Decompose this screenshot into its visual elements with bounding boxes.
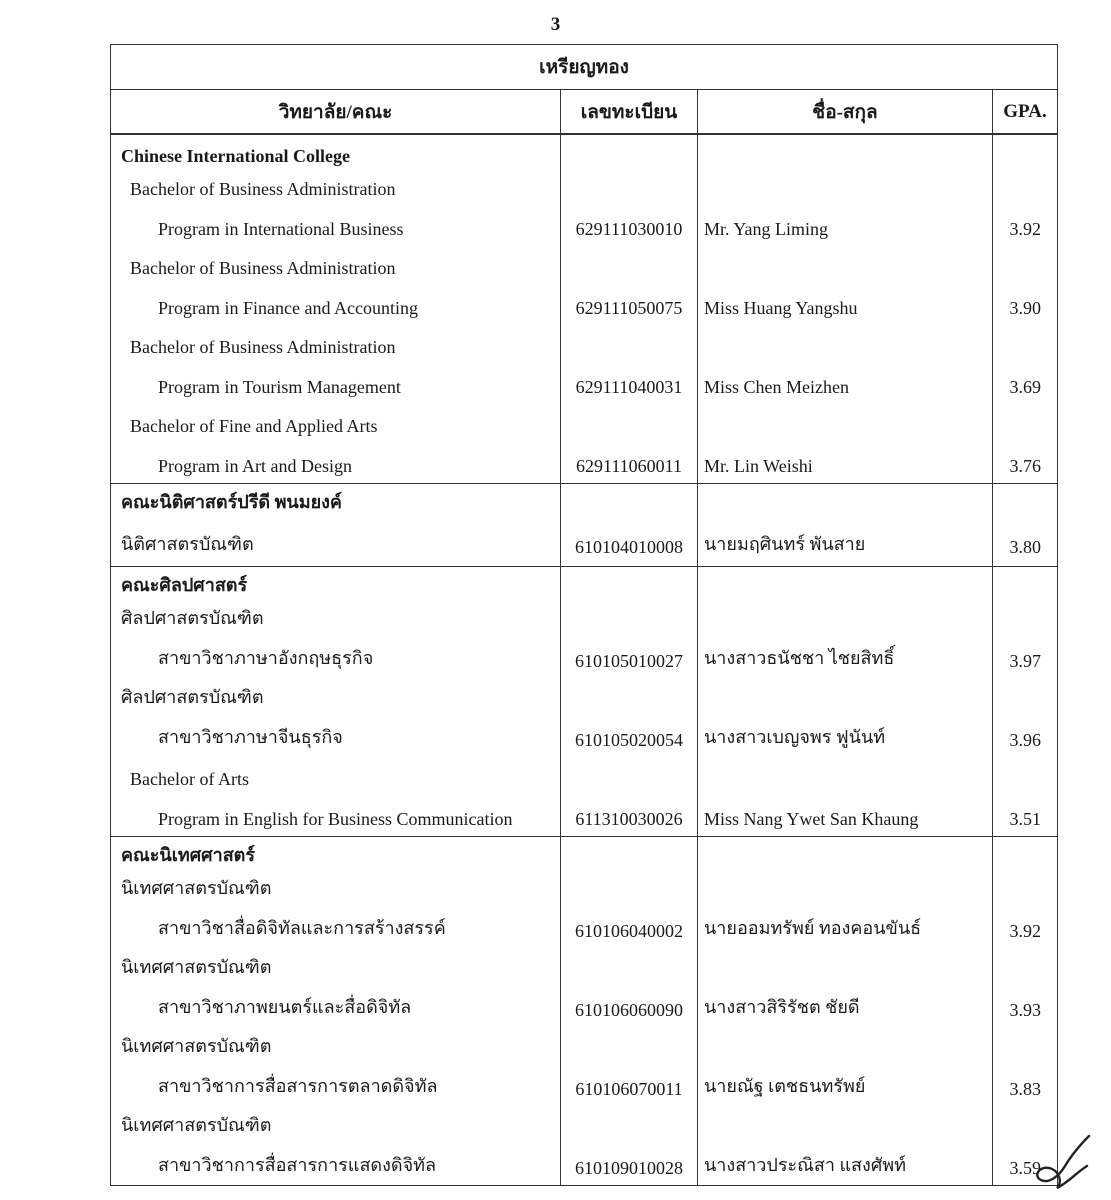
student-row: [111, 790, 1058, 837]
student-id: 610106060090: [561, 981, 698, 1027]
empty-cell: [993, 599, 1058, 632]
page-number: 3: [550, 14, 561, 35]
empty-cell: [698, 325, 993, 358]
empty-cell: [698, 757, 993, 790]
program-name: สาขาวิชาสื่อดิจิทัลและการสร้างสรรค์: [111, 902, 561, 948]
student-id: 610109010028: [561, 1139, 698, 1186]
empty-cell: [698, 167, 993, 200]
program-name: สาขาวิชาการสื่อสารการแสดงดิจิทัล: [111, 1139, 561, 1186]
student-row: [111, 200, 1058, 246]
empty-cell: [993, 678, 1058, 711]
empty-cell: [698, 484, 993, 517]
student-row: [111, 516, 1058, 567]
empty-cell: [993, 134, 1058, 167]
student-name: Miss Huang Yangshu: [698, 279, 993, 325]
degree-row: [111, 599, 1058, 632]
degree-row: [111, 948, 1058, 981]
empty-cell: [561, 869, 698, 902]
empty-cell: [698, 837, 993, 870]
empty-cell: [698, 246, 993, 279]
empty-cell: [993, 404, 1058, 437]
empty-cell: [561, 599, 698, 632]
degree-name: ศิลปศาสตรบัณฑิต: [111, 599, 561, 632]
degree-name: นิเทศศาสตรบัณฑิต: [111, 1106, 561, 1139]
degree-row: [111, 404, 1058, 437]
faculty-group: [111, 567, 1058, 837]
program-name: Program in English for Business Communication: [111, 790, 561, 837]
student-gpa: 3.83: [993, 1060, 1058, 1106]
student-name: Mr. Yang Liming: [698, 200, 993, 246]
program-name: สาขาวิชาการสื่อสารการตลาดดิจิทัล: [111, 1060, 561, 1106]
degree-row: [111, 1027, 1058, 1060]
header-college: วิทยาลัย/คณะ: [111, 90, 561, 135]
student-gpa: 3.93: [993, 981, 1058, 1027]
degree-name: Bachelor of Business Administration: [111, 325, 561, 358]
faculty-group: [111, 837, 1058, 1186]
degree-name: นิเทศศาสตรบัณฑิต: [111, 1027, 561, 1060]
student-row: [111, 358, 1058, 404]
empty-cell: [561, 484, 698, 517]
faculty-group: [111, 484, 1058, 567]
student-row: [111, 902, 1058, 948]
empty-cell: [993, 484, 1058, 517]
empty-cell: [561, 1106, 698, 1139]
student-id: 610104010008: [561, 516, 698, 567]
faculty-name: คณะนิเทศศาสตร์: [111, 837, 561, 870]
empty-cell: [561, 246, 698, 279]
empty-cell: [561, 757, 698, 790]
student-row: [111, 437, 1058, 484]
empty-cell: [698, 1106, 993, 1139]
student-gpa: 3.92: [993, 200, 1058, 246]
student-gpa: 3.76: [993, 437, 1058, 484]
student-name: Mr. Lin Weishi: [698, 437, 993, 484]
student-id: 610105010027: [561, 632, 698, 678]
empty-cell: [698, 869, 993, 902]
program-name: Program in Art and Design: [111, 437, 561, 484]
empty-cell: [698, 1027, 993, 1060]
empty-cell: [561, 134, 698, 167]
student-name: Miss Chen Meizhen: [698, 358, 993, 404]
empty-cell: [561, 837, 698, 870]
faculty-name: คณะศิลปศาสตร์: [111, 567, 561, 600]
student-row: [111, 711, 1058, 757]
table-title: เหรียญทอง: [111, 45, 1058, 90]
program-name: นิติศาสตรบัณฑิต: [111, 516, 561, 567]
student-gpa: 3.90: [993, 279, 1058, 325]
empty-cell: [561, 404, 698, 437]
student-gpa: 3.51: [993, 790, 1058, 837]
student-row: [111, 981, 1058, 1027]
student-id: 629111040031: [561, 358, 698, 404]
student-name: นางสาวสิริรัชต ชัยดี: [698, 981, 993, 1027]
empty-cell: [698, 567, 993, 600]
empty-cell: [993, 757, 1058, 790]
degree-name: นิเทศศาสตรบัณฑิต: [111, 948, 561, 981]
degree-name: Bachelor of Arts: [111, 757, 561, 790]
faculty-row: [111, 134, 1058, 167]
student-name: Miss Nang Ywet San Khaung: [698, 790, 993, 837]
empty-cell: [561, 948, 698, 981]
program-name: สาขาวิชาภาพยนตร์และสื่อดิจิทัล: [111, 981, 561, 1027]
degree-row: [111, 757, 1058, 790]
empty-cell: [561, 678, 698, 711]
degree-row: [111, 246, 1058, 279]
program-name: สาขาวิชาภาษาจีนธุรกิจ: [111, 711, 561, 757]
student-row: [111, 279, 1058, 325]
empty-cell: [993, 948, 1058, 981]
empty-cell: [698, 678, 993, 711]
student-id: 629111050075: [561, 279, 698, 325]
degree-row: [111, 1106, 1058, 1139]
degree-name: ศิลปศาสตรบัณฑิต: [111, 678, 561, 711]
student-gpa: 3.59: [993, 1139, 1058, 1186]
program-name: Program in Tourism Management: [111, 358, 561, 404]
student-name: นายมฤศินทร์ พันสาย: [698, 516, 993, 567]
degree-row: [111, 678, 1058, 711]
empty-cell: [993, 1027, 1058, 1060]
header-id: เลขทะเบียน: [561, 90, 698, 135]
student-name: นางสาวเบญจพร ฟูนันท์: [698, 711, 993, 757]
empty-cell: [698, 134, 993, 167]
faculty-row: [111, 837, 1058, 870]
empty-cell: [993, 567, 1058, 600]
student-name: นางสาวธนัชชา ไชยสิทธิ์: [698, 632, 993, 678]
empty-cell: [561, 325, 698, 358]
empty-cell: [698, 404, 993, 437]
student-gpa: 3.96: [993, 711, 1058, 757]
program-name: สาขาวิชาภาษาอังกฤษธุรกิจ: [111, 632, 561, 678]
student-gpa: 3.80: [993, 516, 1058, 567]
program-name: Program in Finance and Accounting: [111, 279, 561, 325]
student-id: 610105020054: [561, 711, 698, 757]
student-name: นางสาวประณิสา แสงศัพท์: [698, 1139, 993, 1186]
faculty-row: [111, 484, 1058, 517]
empty-cell: [993, 167, 1058, 200]
empty-cell: [561, 1027, 698, 1060]
empty-cell: [993, 246, 1058, 279]
empty-cell: [698, 599, 993, 632]
empty-cell: [561, 567, 698, 600]
empty-cell: [698, 948, 993, 981]
degree-name: Bachelor of Business Administration: [111, 167, 561, 200]
degree-name: Bachelor of Business Administration: [111, 246, 561, 279]
faculty-group: [111, 134, 1058, 484]
student-gpa: 3.92: [993, 902, 1058, 948]
degree-row: [111, 325, 1058, 358]
empty-cell: [993, 325, 1058, 358]
student-row: [111, 632, 1058, 678]
program-name: Program in International Business: [111, 200, 561, 246]
student-name: นายออมทรัพย์ ทองคอนขันธ์: [698, 902, 993, 948]
empty-cell: [561, 167, 698, 200]
header-gpa: GPA.: [993, 90, 1058, 135]
degree-row: [111, 167, 1058, 200]
empty-cell: [993, 869, 1058, 902]
handwritten-signature: [1019, 1132, 1099, 1192]
student-id: 611310030026: [561, 790, 698, 837]
student-id: 629111060011: [561, 437, 698, 484]
student-id: 610106070011: [561, 1060, 698, 1106]
faculty-name: คณะนิติศาสตร์ปรีดี พนมยงค์: [111, 484, 561, 517]
gold-medal-table: [110, 44, 1058, 1186]
empty-cell: [993, 837, 1058, 870]
faculty-name: Chinese International College: [111, 134, 561, 167]
header-name: ชื่อ-สกุล: [698, 90, 993, 135]
student-name: นายณัฐ เตชธนทรัพย์: [698, 1060, 993, 1106]
student-id: 629111030010: [561, 200, 698, 246]
student-row: [111, 1060, 1058, 1106]
student-row: [111, 1139, 1058, 1186]
student-gpa: 3.97: [993, 632, 1058, 678]
degree-name: นิเทศศาสตรบัณฑิต: [111, 869, 561, 902]
student-gpa: 3.69: [993, 358, 1058, 404]
degree-row: [111, 869, 1058, 902]
faculty-row: [111, 567, 1058, 600]
degree-name: Bachelor of Fine and Applied Arts: [111, 404, 561, 437]
student-id: 610106040002: [561, 902, 698, 948]
